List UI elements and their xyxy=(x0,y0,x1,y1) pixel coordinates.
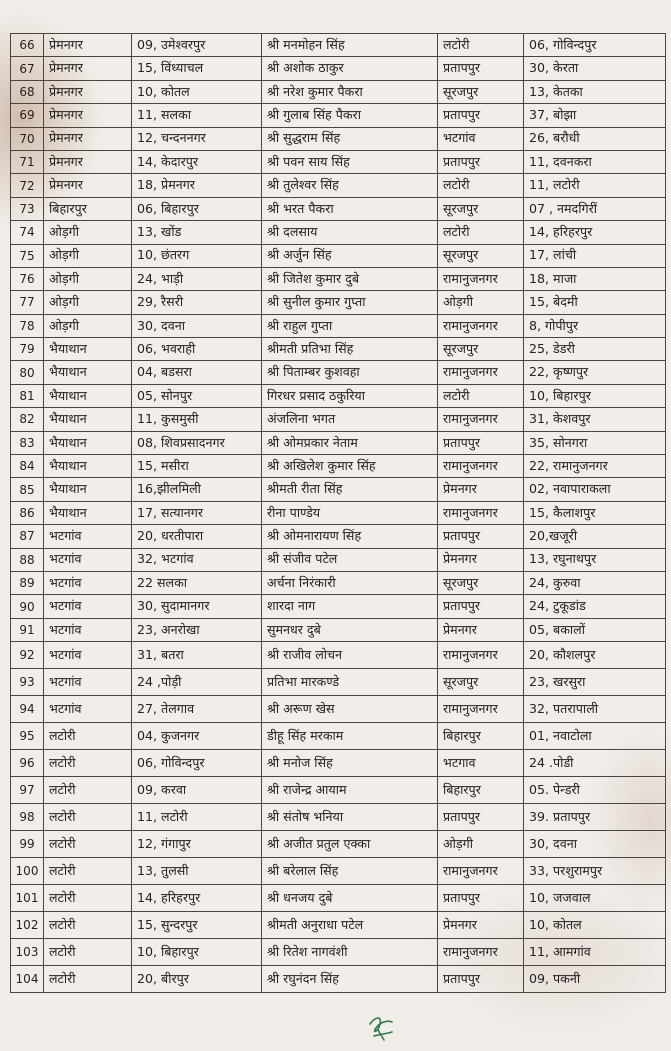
new-village-cell: 39. प्रतापपुर xyxy=(524,804,666,831)
table-row xyxy=(11,501,666,524)
new-block-cell: प्रतापपुर xyxy=(438,57,524,80)
new-block-cell: प्रतापपुर xyxy=(438,885,524,912)
table-row xyxy=(11,777,666,804)
serial-number-cell: 72 xyxy=(11,174,44,197)
new-block-cell: बिहारपुर xyxy=(438,777,524,804)
block-cell: लटोरी xyxy=(44,939,132,966)
new-block-cell: लटोरी xyxy=(438,221,524,244)
officer-name-cell: श्री राजेन्द्र आयाम xyxy=(262,777,438,804)
new-block-cell: सूरजपुर xyxy=(438,338,524,361)
new-village-cell: 35, सोनगरा xyxy=(524,431,666,454)
village-cell: 09, करवा xyxy=(132,777,262,804)
officer-name-cell: श्री पवन साय सिंह xyxy=(262,150,438,173)
officer-name-cell: गिरधर प्रसाद ठकुरिया xyxy=(262,384,438,407)
village-cell: 20, बीरपुर xyxy=(132,966,262,993)
village-cell: 23, अनरोखा xyxy=(132,618,262,641)
table-row xyxy=(11,314,666,337)
officer-name-cell: डीहू सिंह मरकाम xyxy=(262,723,438,750)
officer-name-cell: सुमनधर दुबे xyxy=(262,618,438,641)
new-block-cell: सूरजपुर xyxy=(438,244,524,267)
officer-name-cell: श्री संतोष भनिया xyxy=(262,804,438,831)
village-cell: 30, सुदामानगर xyxy=(132,595,262,618)
village-cell: 32, भटगांव xyxy=(132,548,262,571)
new-block-cell: प्रेमनगर xyxy=(438,912,524,939)
block-cell: भटगांव xyxy=(44,595,132,618)
table-row xyxy=(11,127,666,150)
new-block-cell: प्रतापपुर xyxy=(438,804,524,831)
new-block-cell: रामानुजनगर xyxy=(438,314,524,337)
officer-name-cell: श्रीमती प्रतिभा सिंह xyxy=(262,338,438,361)
block-cell: भटगांव xyxy=(44,696,132,723)
village-cell: 14, केदारपुर xyxy=(132,150,262,173)
new-village-cell: 01, नवाटोला xyxy=(524,723,666,750)
new-village-cell: 15, बेदमी xyxy=(524,291,666,314)
village-cell: 14, हरिहरपुर xyxy=(132,885,262,912)
serial-number-cell: 75 xyxy=(11,244,44,267)
new-block-cell: प्रतापपुर xyxy=(438,431,524,454)
new-block-cell: प्रेमनगर xyxy=(438,548,524,571)
new-block-cell: रामानुजनगर xyxy=(438,642,524,669)
table-row xyxy=(11,831,666,858)
block-cell: भटगांव xyxy=(44,669,132,696)
serial-number-cell: 91 xyxy=(11,618,44,641)
block-cell: लटोरी xyxy=(44,885,132,912)
block-cell: भैयाथान xyxy=(44,455,132,478)
table-row xyxy=(11,408,666,431)
table-row xyxy=(11,912,666,939)
serial-number-cell: 90 xyxy=(11,595,44,618)
new-village-cell: 31, केशवपुर xyxy=(524,408,666,431)
new-village-cell: 15, कैलाशपुर xyxy=(524,501,666,524)
village-cell: 12, गंगापुर xyxy=(132,831,262,858)
table-row xyxy=(11,361,666,384)
new-village-cell: 10, जजवाल xyxy=(524,885,666,912)
new-village-cell: 18, माजा xyxy=(524,267,666,290)
new-village-cell: 11, लटोरी xyxy=(524,174,666,197)
block-cell: ओड़गी xyxy=(44,314,132,337)
village-cell: 24, भाड़ी xyxy=(132,267,262,290)
new-village-cell: 11, आमगांव xyxy=(524,939,666,966)
officer-name-cell: श्री राहुल गुप्ता xyxy=(262,314,438,337)
block-cell: लटोरी xyxy=(44,723,132,750)
new-block-cell: बिहारपुर xyxy=(438,723,524,750)
village-cell: 15, विंध्याचल xyxy=(132,57,262,80)
serial-number-cell: 89 xyxy=(11,571,44,594)
block-cell: लटोरी xyxy=(44,750,132,777)
village-cell: 30, दवना xyxy=(132,314,262,337)
table-row xyxy=(11,384,666,407)
table-row xyxy=(11,642,666,669)
officer-name-cell: शारदा नाग xyxy=(262,595,438,618)
table-row xyxy=(11,150,666,173)
new-block-cell: ओड़गी xyxy=(438,291,524,314)
officer-name-cell: श्री जितेश कुमार दुबे xyxy=(262,267,438,290)
new-village-cell: 17, लांची xyxy=(524,244,666,267)
serial-number-cell: 88 xyxy=(11,548,44,571)
serial-number-cell: 76 xyxy=(11,267,44,290)
table-row xyxy=(11,750,666,777)
block-cell: भटगांव xyxy=(44,571,132,594)
serial-number-cell: 83 xyxy=(11,431,44,454)
village-cell: 10, छंतरग xyxy=(132,244,262,267)
new-village-cell: 13, केतका xyxy=(524,80,666,103)
new-village-cell: 24, कुरुवा xyxy=(524,571,666,594)
table-row xyxy=(11,291,666,314)
village-cell: 11, लटोरी xyxy=(132,804,262,831)
new-village-cell: 37, बोझा xyxy=(524,104,666,127)
serial-number-cell: 85 xyxy=(11,478,44,501)
block-cell: भैयाथान xyxy=(44,338,132,361)
village-cell: 15, सुन्दरपुर xyxy=(132,912,262,939)
serial-number-cell: 94 xyxy=(11,696,44,723)
new-block-cell: रामानुजनगर xyxy=(438,408,524,431)
serial-number-cell: 97 xyxy=(11,777,44,804)
new-village-cell: 30, केरता xyxy=(524,57,666,80)
new-block-cell: सूरजपुर xyxy=(438,80,524,103)
officer-name-cell: श्री मनोज सिंह xyxy=(262,750,438,777)
officer-name-cell: श्री दलसाय xyxy=(262,221,438,244)
new-block-cell: भटगाव xyxy=(438,750,524,777)
block-cell: भटगांव xyxy=(44,618,132,641)
village-cell: 16,झीलमिली xyxy=(132,478,262,501)
table-row xyxy=(11,197,666,220)
table-row xyxy=(11,696,666,723)
new-village-cell: 30, दवना xyxy=(524,831,666,858)
village-cell: 15, मसीरा xyxy=(132,455,262,478)
table-row xyxy=(11,885,666,912)
village-cell: 05, सोनपुर xyxy=(132,384,262,407)
table-row xyxy=(11,595,666,618)
village-cell: 06, गोविन्दपुर xyxy=(132,750,262,777)
village-cell: 04, बडसरा xyxy=(132,361,262,384)
officer-name-cell: श्रीमती अनुराधा पटेल xyxy=(262,912,438,939)
block-cell: प्रेमनगर xyxy=(44,34,132,57)
officer-name-cell: प्रतिभा मारकण्डे xyxy=(262,669,438,696)
serial-number-cell: 92 xyxy=(11,642,44,669)
block-cell: ओड़गी xyxy=(44,291,132,314)
table-row xyxy=(11,267,666,290)
block-cell: भैयाथान xyxy=(44,361,132,384)
new-village-cell: 13, रघुनाथपुर xyxy=(524,548,666,571)
village-cell: 31, बतरा xyxy=(132,642,262,669)
officer-name-cell: श्री तुलेश्वर सिंह xyxy=(262,174,438,197)
table-row xyxy=(11,431,666,454)
block-cell: भटगांव xyxy=(44,548,132,571)
village-cell: 06, भवराही xyxy=(132,338,262,361)
new-block-cell: रामानुजनगर xyxy=(438,267,524,290)
serial-number-cell: 74 xyxy=(11,221,44,244)
block-cell: प्रेमनगर xyxy=(44,127,132,150)
block-cell: बिहारपुर xyxy=(44,197,132,220)
new-village-cell: 10, बिहारपुर xyxy=(524,384,666,407)
table-row xyxy=(11,80,666,103)
block-cell: भैयाथान xyxy=(44,431,132,454)
new-village-cell: 20, कौशलपुर xyxy=(524,642,666,669)
new-block-cell: लटोरी xyxy=(438,174,524,197)
serial-number-cell: 73 xyxy=(11,197,44,220)
officer-name-cell: श्री नरेश कुमार पैकरा xyxy=(262,80,438,103)
officer-name-cell: श्री अर्जुन सिंह xyxy=(262,244,438,267)
officer-name-cell: श्री पिताम्बर कुशवहा xyxy=(262,361,438,384)
assignment-table xyxy=(10,33,666,993)
new-block-cell: सूरजपुर xyxy=(438,571,524,594)
village-cell: 18, प्रेमनगर xyxy=(132,174,262,197)
table-row xyxy=(11,525,666,548)
new-village-cell: 23, खरसुरा xyxy=(524,669,666,696)
new-block-cell: रामानुजनगर xyxy=(438,696,524,723)
table-row xyxy=(11,57,666,80)
village-cell: 04, कुजनगर xyxy=(132,723,262,750)
officer-name-cell: श्री बरेलाल सिंह xyxy=(262,858,438,885)
new-village-cell: 24 .पोडी xyxy=(524,750,666,777)
new-block-cell: प्रतापपुर xyxy=(438,104,524,127)
village-cell: 29, रैसरी xyxy=(132,291,262,314)
table-row xyxy=(11,571,666,594)
table-row xyxy=(11,669,666,696)
serial-number-cell: 86 xyxy=(11,501,44,524)
serial-number-cell: 103 xyxy=(11,939,44,966)
serial-number-cell: 84 xyxy=(11,455,44,478)
officer-name-cell: श्री संजीव पटेल xyxy=(262,548,438,571)
village-cell: 08, शिवप्रसादनगर xyxy=(132,431,262,454)
block-cell: लटोरी xyxy=(44,777,132,804)
officer-name-cell: श्री रितेश नागवंशी xyxy=(262,939,438,966)
new-village-cell: 02, नवापाराकला xyxy=(524,478,666,501)
serial-number-cell: 93 xyxy=(11,669,44,696)
officer-name-cell: श्री धनजय दुबे xyxy=(262,885,438,912)
block-cell: ओड़गी xyxy=(44,244,132,267)
new-village-cell: 06, गोविन्दपुर xyxy=(524,34,666,57)
block-cell: भटगांव xyxy=(44,642,132,669)
new-block-cell: प्रेमनगर xyxy=(438,478,524,501)
new-block-cell: प्रतापपुर xyxy=(438,150,524,173)
table-row xyxy=(11,548,666,571)
serial-number-cell: 79 xyxy=(11,338,44,361)
table-row xyxy=(11,966,666,993)
new-village-cell: 11, दवनकरा xyxy=(524,150,666,173)
new-village-cell: 09, पकनी xyxy=(524,966,666,993)
new-block-cell: रामानुजनगर xyxy=(438,939,524,966)
village-cell: 20, धरतीपारा xyxy=(132,525,262,548)
new-block-cell: रामानुजनगर xyxy=(438,455,524,478)
block-cell: प्रेमनगर xyxy=(44,174,132,197)
village-cell: 13, तुलसी xyxy=(132,858,262,885)
new-block-cell: प्रेमनगर xyxy=(438,618,524,641)
table-row xyxy=(11,618,666,641)
block-cell: प्रेमनगर xyxy=(44,104,132,127)
officer-name-cell: श्री सुनील कुमार गुप्ता xyxy=(262,291,438,314)
officer-name-cell: श्री अशोक ठाकुर xyxy=(262,57,438,80)
village-cell: 13, खोंड xyxy=(132,221,262,244)
block-cell: प्रेमनगर xyxy=(44,57,132,80)
serial-number-cell: 68 xyxy=(11,80,44,103)
new-village-cell: 05, बकालों xyxy=(524,618,666,641)
officer-name-cell: रीना पाण्डेय xyxy=(262,501,438,524)
officer-name-cell: श्री गुलाब सिंह पैकरा xyxy=(262,104,438,127)
serial-number-cell: 80 xyxy=(11,361,44,384)
village-cell: 11, सलका xyxy=(132,104,262,127)
village-cell: 24 ,पोड़ी xyxy=(132,669,262,696)
village-cell: 17, सत्यानगर xyxy=(132,501,262,524)
new-village-cell: 25, डेडरी xyxy=(524,338,666,361)
serial-number-cell: 71 xyxy=(11,150,44,173)
officer-name-cell: श्री अखिलेश कुमार सिंह xyxy=(262,455,438,478)
new-village-cell: 24, टुकूडांड xyxy=(524,595,666,618)
new-block-cell: प्रतापपुर xyxy=(438,525,524,548)
new-village-cell: 20,खजूरी xyxy=(524,525,666,548)
serial-number-cell: 77 xyxy=(11,291,44,314)
table-row xyxy=(11,104,666,127)
new-block-cell: रामानुजनगर xyxy=(438,361,524,384)
village-cell: 06, बिहारपुर xyxy=(132,197,262,220)
village-cell: 12, चन्दननगर xyxy=(132,127,262,150)
officer-name-cell: श्रीमती रीता सिंह xyxy=(262,478,438,501)
new-block-cell: लटोरी xyxy=(438,34,524,57)
signature-mark xyxy=(366,1010,396,1044)
new-block-cell: रामानुजनगर xyxy=(438,858,524,885)
serial-number-cell: 82 xyxy=(11,408,44,431)
village-cell: 10, बिहारपुर xyxy=(132,939,262,966)
new-block-cell: ओड़गी xyxy=(438,831,524,858)
block-cell: लटोरी xyxy=(44,858,132,885)
table-row xyxy=(11,221,666,244)
block-cell: ओड़गी xyxy=(44,221,132,244)
new-village-cell: 22, कृष्णपुर xyxy=(524,361,666,384)
serial-number-cell: 102 xyxy=(11,912,44,939)
block-cell: प्रेमनगर xyxy=(44,80,132,103)
block-cell: भटगांव xyxy=(44,525,132,548)
table-body xyxy=(11,34,666,993)
new-block-cell: प्रतापपुर xyxy=(438,595,524,618)
new-block-cell: सूरजपुर xyxy=(438,669,524,696)
serial-number-cell: 101 xyxy=(11,885,44,912)
officer-name-cell: श्री राजीव लोचन xyxy=(262,642,438,669)
new-block-cell: प्रतापपुर xyxy=(438,966,524,993)
block-cell: लटोरी xyxy=(44,912,132,939)
village-cell: 10, कोतल xyxy=(132,80,262,103)
serial-number-cell: 78 xyxy=(11,314,44,337)
officer-name-cell: श्री अजीत प्रतुल एक्का xyxy=(262,831,438,858)
new-block-cell: सूरजपुर xyxy=(438,197,524,220)
block-cell: ओड़गी xyxy=(44,267,132,290)
table-row xyxy=(11,34,666,57)
serial-number-cell: 87 xyxy=(11,525,44,548)
new-village-cell: 26, बरौधी xyxy=(524,127,666,150)
officer-name-cell: श्री भरत पैकरा xyxy=(262,197,438,220)
table-row xyxy=(11,244,666,267)
officer-name-cell: श्री रघुनंदन सिंह xyxy=(262,966,438,993)
officer-name-cell: अंजलिना भगत xyxy=(262,408,438,431)
serial-number-cell: 96 xyxy=(11,750,44,777)
serial-number-cell: 95 xyxy=(11,723,44,750)
new-village-cell: 07 , नमदगिरीं xyxy=(524,197,666,220)
new-block-cell: भटगांव xyxy=(438,127,524,150)
new-village-cell: 33, परशुरामपुर xyxy=(524,858,666,885)
serial-number-cell: 104 xyxy=(11,966,44,993)
block-cell: भैयाथान xyxy=(44,501,132,524)
table-row xyxy=(11,455,666,478)
new-block-cell: लटोरी xyxy=(438,384,524,407)
serial-number-cell: 100 xyxy=(11,858,44,885)
village-cell: 09, उमेश्वरपुर xyxy=(132,34,262,57)
serial-number-cell: 81 xyxy=(11,384,44,407)
table-row xyxy=(11,858,666,885)
new-village-cell: 10, कोतल xyxy=(524,912,666,939)
table-row xyxy=(11,478,666,501)
new-block-cell: रामानुजनगर xyxy=(438,501,524,524)
serial-number-cell: 69 xyxy=(11,104,44,127)
village-cell: 11, कुसमुसी xyxy=(132,408,262,431)
serial-number-cell: 70 xyxy=(11,127,44,150)
table-row xyxy=(11,174,666,197)
officer-name-cell: अर्चना निरंकारी xyxy=(262,571,438,594)
officer-name-cell: श्री सुद्धराम सिंह xyxy=(262,127,438,150)
block-cell: लटोरी xyxy=(44,831,132,858)
block-cell: प्रेमनगर xyxy=(44,150,132,173)
village-cell: 27, तेलगाव xyxy=(132,696,262,723)
block-cell: भैयाथान xyxy=(44,408,132,431)
table-row xyxy=(11,804,666,831)
officer-name-cell: श्री ओमनारायण सिंह xyxy=(262,525,438,548)
new-village-cell: 32, पतरापाली xyxy=(524,696,666,723)
block-cell: लटोरी xyxy=(44,804,132,831)
new-village-cell: 8, गोपीपुर xyxy=(524,314,666,337)
block-cell: भैयाथान xyxy=(44,384,132,407)
new-village-cell: 05. पेन्डरी xyxy=(524,777,666,804)
new-village-cell: 22, रामानुजनगर xyxy=(524,455,666,478)
table-row xyxy=(11,723,666,750)
serial-number-cell: 98 xyxy=(11,804,44,831)
officer-name-cell: श्री अरूण खेस xyxy=(262,696,438,723)
officer-name-cell: श्री मनमोहन सिंह xyxy=(262,34,438,57)
block-cell: लटोरी xyxy=(44,966,132,993)
serial-number-cell: 99 xyxy=(11,831,44,858)
village-cell: 22 सलका xyxy=(132,571,262,594)
new-village-cell: 14, हरिहरपुर xyxy=(524,221,666,244)
table-row xyxy=(11,939,666,966)
officer-name-cell: श्री ओमप्रकार नेताम xyxy=(262,431,438,454)
table-row xyxy=(11,338,666,361)
serial-number-cell: 66 xyxy=(11,34,44,57)
block-cell: भैयाथान xyxy=(44,478,132,501)
serial-number-cell: 67 xyxy=(11,57,44,80)
